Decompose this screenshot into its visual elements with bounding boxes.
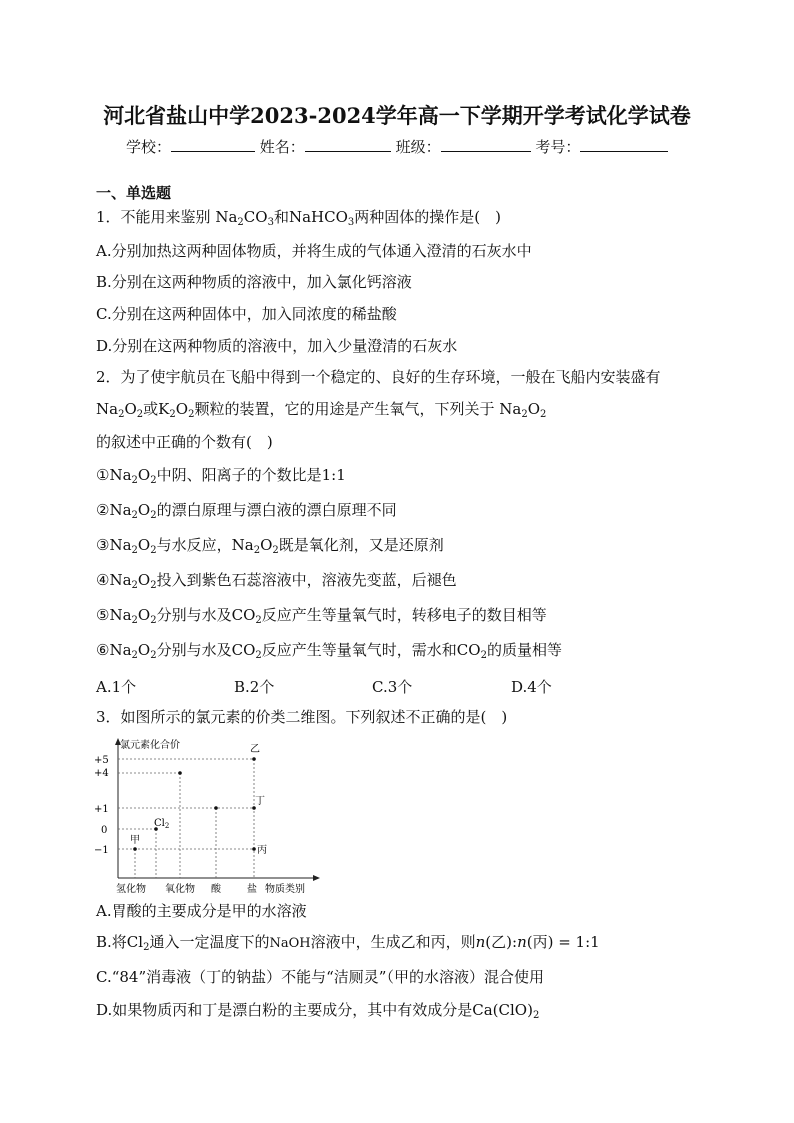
q2-statement-2: $②Na_2O_2$的漂白原理与漂白液的漂白原理不同 [96,501,397,521]
x-cat-salt: 盐 [247,884,257,894]
label-jia: 甲 [130,835,140,846]
x-cat-hydride: 氢化物 [116,884,146,894]
q3-stem: 3．如图所示的氯元素的价类二维图。下列叙述不正确的是( ) [96,708,508,726]
q2-option-d: D.4个 [511,678,552,696]
label-cl2: $Cl_2$ [154,818,170,830]
q2-option-c: C.3个 [372,678,413,696]
point-acid-plus1 [214,806,218,810]
q1-option-c: C.分别在这两种固体中，加入同浓度的稀盐酸 [96,305,397,323]
label-yi: 乙 [250,744,260,755]
q3-option-b: B.将$Cl_2$通入一定温度下的NaOH溶液中，生成乙和丙，则n(乙):n(丙) = 1:1 [96,933,600,953]
q2-option-b: B.2个 [234,678,275,696]
school-label: 学校： [126,138,172,156]
y-axis-label: 氯元素化合价 [120,740,180,751]
y-tick-zero: 0 [101,825,108,836]
q2-option-a: A.1个 [96,678,137,696]
q1-option-d: D.分别在这两种物质的溶液中，加入少量澄清的石灰水 [96,337,458,355]
y-tick-plus1: +1 [94,804,109,815]
q2-stem-line2: $Na_2O_2$或$K_2O_2$颗粒的装置，它的用途是产生氧气，下列关于 $Na_2O_2$ [96,400,547,420]
q3-option-d: D.如果物质丙和丁是漂白粉的主要成分，其中有效成分是$Ca(ClO)_2$ [96,1001,540,1021]
section-heading: 一、单选题 [96,184,172,202]
x-axis-arrow [313,875,320,881]
y-tick-plus5: +5 [94,755,109,766]
school-blank [171,137,255,152]
q2-statement-6: $⑥Na_2O_2$分别与水及$CO_2$反应产生等量氧气时，需水和$CO_2$的质量相等 [96,641,562,661]
y-tick-minus1: −1 [94,845,109,856]
q2-stem-line1: 2．为了使宇航员在飞船中得到一个稳定的、良好的生存环境，一般在飞船内安装盛有 [96,368,661,386]
q3-option-a: A.胃酸的主要成分是甲的水溶液 [96,902,307,920]
x-cat-acid: 酸 [211,884,221,894]
point-oxide-plus4 [178,771,182,775]
name-blank [305,137,391,152]
y-tick-plus4: +4 [94,768,109,779]
q1-option-b: B.分别在这两种物质的溶液中，加入氯化钙溶液 [96,273,412,291]
formula-nahco3: NaHCO$_3$ [288,208,355,228]
label-bing: 丙 [257,845,267,856]
label-ding: 丁 [255,796,265,807]
guide-lines [118,759,254,878]
class-blank [441,137,531,152]
q2-statement-1: $①Na_2O_2$中阴、阳离子的个数比是1:1 [96,466,346,486]
name-label: 姓名： [259,138,305,156]
q2-statement-3: $③Na_2O_2$与水反应，$Na_2O_2$既是氧化剂，又是还原剂 [96,536,444,556]
q2-statement-4: $④Na_2O_2$投入到紫色石蕊溶液中，溶液先变蓝，后褪色 [96,571,457,591]
number-label: 考号： [535,138,581,156]
chlorine-valence-chart [90,736,330,894]
page-title: 河北省盐山中学2023-2024学年高一下学期开学考试化学试卷 [103,103,691,128]
q2-statement-5: $⑤Na_2O_2$分别与水及$CO_2$反应产生等量氧气时，转移电子的数目相等 [96,606,547,626]
q2-stem-line3: 的叙述中正确的个数有( ) [96,433,273,451]
class-label: 班级： [395,138,441,156]
formula-na2co3: $Na_2CO_3$ [215,208,274,228]
x-cat-oxide: 氧化物 [165,884,195,894]
number-blank [580,137,668,152]
q3-option-c: C.“84”消毒液（丁的钠盐）不能与“洁厕灵”（甲的水溶液）混合使用 [96,968,544,986]
student-info-line [126,136,668,157]
q1-option-a: A.分别加热这两种固体物质，并将生成的气体通入澄清的石灰水中 [96,242,532,260]
q1-stem: 1．不能用来鉴别 $Na_2CO_3$和NaHCO$_3$两种固体的操作是( ) [96,208,501,228]
point-yi [252,757,256,761]
x-axis-label: 物质类别 [265,884,305,894]
point-bing [252,847,256,851]
point-jia [133,847,137,851]
